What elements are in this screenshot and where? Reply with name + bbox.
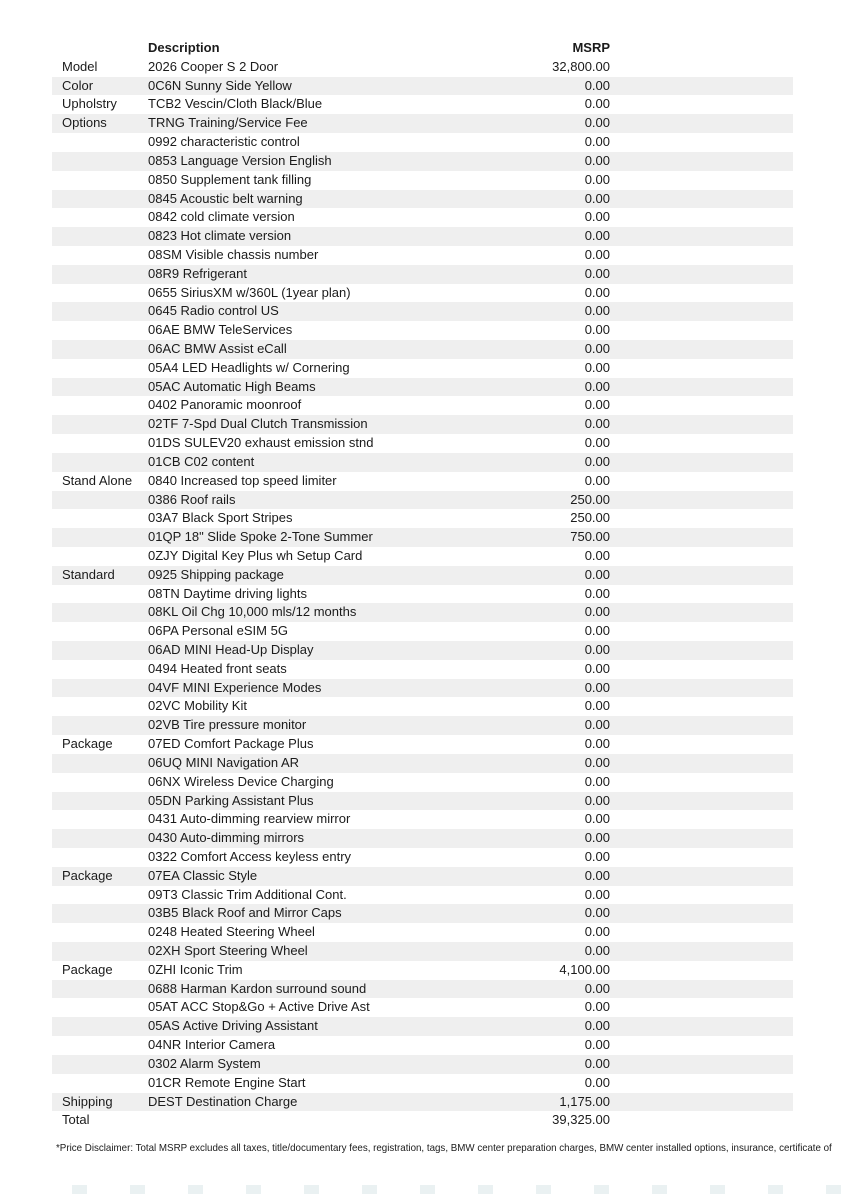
table-row [52,190,793,209]
table-row [52,622,793,641]
table-row [52,265,793,284]
row-description: 02TF 7-Spd Dual Clutch Transmission [148,416,368,432]
table-row [52,284,793,303]
row-category-label: Standard [62,566,115,582]
row-msrp-value: 0.00 [584,303,610,319]
table-row [52,886,793,905]
table-row [52,171,793,190]
table-row [52,679,793,698]
table-row [52,302,793,321]
row-category-label: Package [62,736,113,752]
row-category-label: Total [62,1112,90,1128]
table-row [52,998,793,1017]
table-row [52,942,793,961]
table-row [52,1055,793,1074]
table-row [52,566,793,585]
row-msrp-value: 0.00 [584,435,610,451]
row-msrp-value: 0.00 [584,905,610,921]
row-description: 05AT ACC Stop&Go + Active Drive Ast [148,999,370,1015]
row-description: 05AC Automatic High Beams [148,378,316,394]
row-msrp-value: 0.00 [584,848,610,864]
row-category-label: Stand Alone [62,472,133,488]
row-description: 0248 Heated Steering Wheel [148,924,315,940]
row-description: 08SM Visible chassis number [148,246,319,262]
row-msrp-value: 0.00 [584,886,610,902]
row-msrp-value: 0.00 [584,171,610,187]
row-msrp-value: 0.00 [584,585,610,601]
row-description: 0322 Comfort Access keyless entry [148,848,352,864]
row-msrp-value: 0.00 [584,1018,610,1034]
table-row [52,716,793,735]
table-row [52,810,793,829]
row-msrp-value: 0.00 [584,566,610,582]
row-description: 0925 Shipping package [148,566,284,582]
row-msrp-value: 0.00 [584,980,610,996]
row-description: 09T3 Classic Trim Additional Cont. [148,886,347,902]
row-description: 08TN Daytime driving lights [148,585,307,601]
row-msrp-value: 0.00 [584,284,610,300]
row-msrp-value: 0.00 [584,77,610,93]
row-msrp-value: 0.00 [584,1055,610,1071]
row-description: 0842 cold climate version [148,209,295,225]
price-disclaimer: *Price Disclaimer: Total MSRP excludes all taxes, title/documentary fees, registration, tags, BMW center preparation charges, BMW center installed options, insurance, certificate of [56,1142,832,1154]
row-description: 2026 Cooper S 2 Door [148,58,279,74]
row-description: DEST Destination Charge [148,1093,298,1109]
row-msrp-value: 0.00 [584,416,610,432]
table-row [52,641,793,660]
row-msrp-value: 0.00 [584,453,610,469]
row-msrp-value: 4,100.00 [559,961,610,977]
table-row [52,1111,793,1130]
table-row [52,603,793,622]
row-description: 08R9 Refrigerant [148,265,247,281]
row-description: 07ED Comfort Package Plus [148,736,314,752]
row-description: 04VF MINI Experience Modes [148,679,322,695]
table-body [52,58,793,1130]
row-description: 0302 Alarm System [148,1055,261,1071]
table-row [52,152,793,171]
table-row [52,227,793,246]
row-msrp-value: 0.00 [584,96,610,112]
row-description: 01CR Remote Engine Start [148,1074,306,1090]
table-row [52,208,793,227]
row-description: 06AE BMW TeleServices [148,322,293,338]
row-msrp-value: 0.00 [584,660,610,676]
row-description: 0C6N Sunny Side Yellow [148,77,292,93]
row-category-label: Package [62,867,113,883]
row-msrp-value: 0.00 [584,341,610,356]
table-row [52,321,793,340]
row-description: 08KL Oil Chg 10,000 mls/12 months [148,604,357,620]
row-msrp-value: 0.00 [584,152,610,168]
table-row [52,980,793,999]
row-msrp-value: 0.00 [584,623,610,639]
row-description: 06NX Wireless Device Charging [148,773,334,789]
row-description: 05A4 LED Headlights w/ Cornering [148,359,350,375]
table-row [52,133,793,152]
table-header-row [52,39,793,58]
row-description: 01DS SULEV20 exhaust emission stnd [148,435,374,451]
table-row [52,415,793,434]
row-msrp-value: 0.00 [584,717,610,733]
row-msrp-value: 0.00 [584,999,610,1015]
row-msrp-value: 0.00 [584,265,610,281]
table-row [52,472,793,491]
bottom-watermark-strip [72,1185,848,1194]
row-description: 0402 Panoramic moonroof [148,397,302,413]
row-description: 0645 Radio control US [148,303,279,319]
row-msrp-value: 0.00 [584,867,610,883]
row-category-label: Model [62,58,98,74]
row-description: 06AD MINI Head-Up Display [148,642,314,657]
table-row [52,867,793,886]
row-description: 07EA Classic Style [148,867,258,883]
table-row [52,829,793,848]
row-description: TRNG Training/Service Fee [148,115,308,131]
row-msrp-value: 0.00 [584,322,610,338]
row-msrp-value: 750.00 [570,529,610,545]
row-msrp-value: 0.00 [584,924,610,940]
table-row [52,378,793,397]
row-msrp-value: 0.00 [584,246,610,262]
table-row [52,792,793,811]
row-msrp-value: 0.00 [584,754,610,770]
row-msrp-value: 0.00 [584,736,610,752]
table-row [52,58,793,77]
table-row [52,1074,793,1093]
table-row [52,359,793,378]
row-msrp-value: 0.00 [584,642,610,657]
row-msrp-value: 0.00 [584,811,610,827]
row-msrp-value: 0.00 [584,1074,610,1090]
row-msrp-value: 1,175.00 [559,1093,610,1109]
row-description: 0992 characteristic control [148,134,300,150]
row-msrp-value: 0.00 [584,228,610,244]
row-description: 02VC Mobility Kit [148,698,247,714]
table-row [52,114,793,133]
row-msrp-value: 0.00 [584,792,610,808]
row-description: 0688 Harman Kardon surround sound [148,980,367,996]
table-row [52,754,793,773]
row-description: 0386 Roof rails [148,491,236,507]
row-description: 01CB C02 content [148,453,255,469]
row-msrp-value: 39,325.00 [552,1112,610,1128]
table-row [52,547,793,566]
row-msrp-value: 250.00 [570,510,610,526]
table-row [52,434,793,453]
row-msrp-value: 0.00 [584,830,610,846]
row-description: TCB2 Vescin/Cloth Black/Blue [148,96,323,112]
row-msrp-value: 0.00 [584,359,610,375]
row-description: 0840 Increased top speed limiter [148,472,337,488]
row-description: 03A7 Black Sport Stripes [148,510,293,526]
row-description: 0ZJY Digital Key Plus wh Setup Card [148,547,363,563]
row-msrp-value: 0.00 [584,134,610,150]
row-description: 0853 Language Version English [148,152,332,168]
table-row [52,95,793,114]
row-description: 06AC BMW Assist eCall [148,341,287,356]
table-row [52,848,793,867]
table-row [52,585,793,604]
row-description: 03B5 Black Roof and Mirror Caps [148,905,342,921]
row-description: 0823 Hot climate version [148,228,292,244]
row-msrp-value: 0.00 [584,773,610,789]
row-msrp-value: 0.00 [584,547,610,563]
pricing-table [52,39,793,1130]
table-row [52,961,793,980]
row-description: 0ZHI Iconic Trim [148,961,243,977]
row-description: 02XH Sport Steering Wheel [148,943,308,958]
table-row [52,697,793,716]
row-msrp-value: 0.00 [584,472,610,488]
row-category-label: Upholstry [62,96,117,112]
table-row [52,735,793,754]
row-description: 01QP 18" Slide Spoke 2-Tone Summer [148,529,373,545]
row-category-label: Shipping [62,1093,113,1109]
row-msrp-value: 250.00 [570,491,610,507]
row-description: 0430 Auto-dimming mirrors [148,830,305,846]
row-description: 0655 SiriusXM w/360L (1year plan) [148,284,351,300]
table-row [52,773,793,792]
table-row [52,509,793,528]
table-row [52,340,793,359]
table-row [52,1036,793,1055]
row-description: 05DN Parking Assistant Plus [148,792,314,808]
row-description: 0850 Supplement tank filling [148,171,312,187]
table-row [52,491,793,510]
table-row [52,246,793,265]
table-row [52,1017,793,1036]
row-description: 0494 Heated front seats [148,660,287,676]
row-description: 0431 Auto-dimming rearview mirror [148,811,351,827]
row-category-label: Package [62,961,113,977]
row-category-label: Color [62,77,94,93]
row-msrp-value: 0.00 [584,115,610,131]
row-description: 05AS Active Driving Assistant [148,1018,318,1034]
row-description: 04NR Interior Camera [148,1037,276,1053]
row-msrp-value: 0.00 [584,378,610,394]
row-msrp-value: 0.00 [584,604,610,620]
row-msrp-value: 32,800.00 [552,58,610,74]
col-header-description: Description [148,40,220,55]
row-msrp-value: 0.00 [584,397,610,413]
table-row [52,660,793,679]
table-row [52,904,793,923]
row-msrp-value: 0.00 [584,209,610,225]
table-row [52,453,793,472]
row-msrp-value: 0.00 [584,943,610,958]
table-row [52,528,793,547]
table-row [52,1093,793,1112]
row-category-label: Options [62,115,107,131]
row-msrp-value: 0.00 [584,1037,610,1053]
table-row [52,923,793,942]
table-row [52,77,793,96]
row-msrp-value: 0.00 [584,698,610,714]
row-description: 06UQ MINI Navigation AR [148,754,300,770]
row-description: 06PA Personal eSIM 5G [148,623,288,639]
row-description: 0845 Acoustic belt warning [148,190,303,206]
table-row [52,396,793,415]
row-msrp-value: 0.00 [584,190,610,206]
row-msrp-value: 0.00 [584,679,610,695]
row-description: 02VB Tire pressure monitor [148,717,307,733]
col-header-msrp: MSRP [572,40,610,55]
